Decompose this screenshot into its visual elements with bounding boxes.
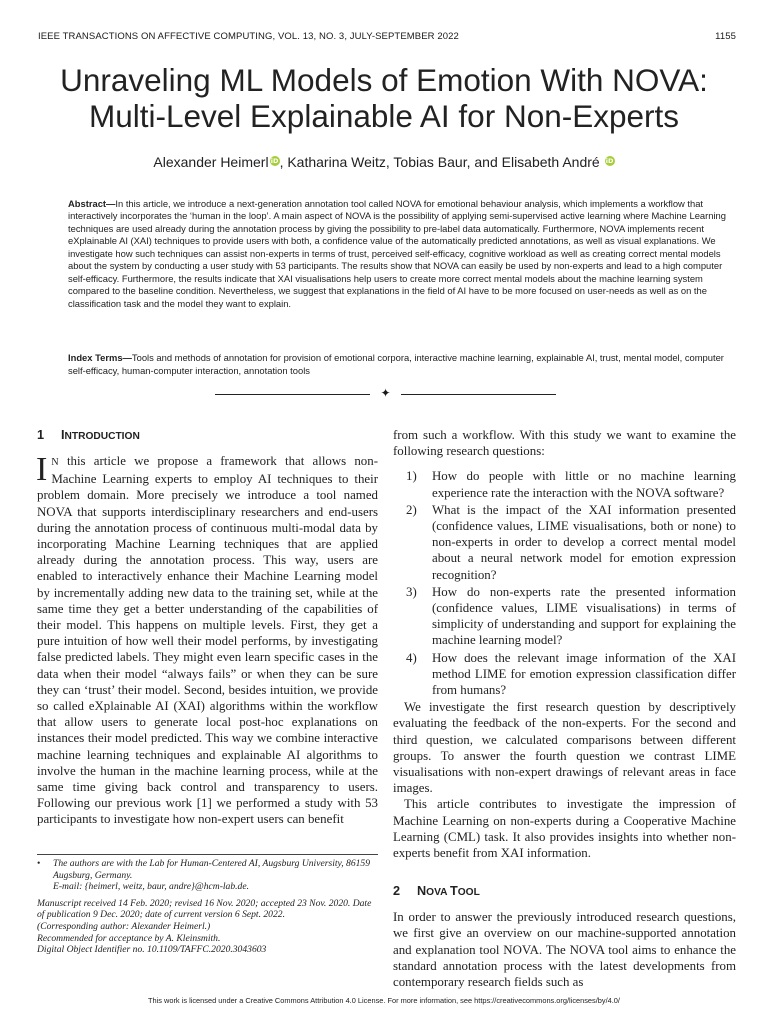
page-number: 1155 bbox=[715, 31, 736, 42]
license-notice: This work is licensed under a Creative Commons Attribution 4.0 License. For more information, see https://creativecommons.org/licenses/by/4.0/ bbox=[148, 996, 620, 1005]
continued-paragraph: from such a workflow. With this study we want to examine the following research questions: bbox=[393, 428, 736, 459]
title-line-1: Unraveling ML Models of Emotion With NOVA: bbox=[60, 62, 708, 98]
author-names: , Katharina Weitz, Tobias Baur, and Elisabeth André bbox=[279, 154, 600, 170]
index-terms-label: Index Terms— bbox=[68, 352, 132, 363]
divider-line bbox=[215, 394, 370, 395]
section-number: 2 bbox=[393, 884, 401, 899]
divider-star-icon: ✦ bbox=[380, 386, 391, 400]
divider-line bbox=[401, 394, 556, 395]
section-divider bbox=[215, 388, 556, 400]
abstract-label: Abstract— bbox=[68, 198, 116, 209]
manuscript-info: Manuscript received 14 Feb. 2020; revised 16 Nov. 2020; accepted 23 Nov. 2020. Date of publication 9 Dec. 2020; date of current version 6 Sept. 2022. (Corresponding author: Alexander Heimerl.) Recommended for acceptance by A. Kleinsmith. Digital Object Identifier no. 10.1109/TAFFC.2020.3043603 bbox=[37, 897, 372, 956]
paragraph: This article contributes to investigate the impression of Machine Learning on non-experts during a Cooperative Machine Learning (CML) task. It also provides insights into whether non-experts benefit from XAI information. bbox=[393, 797, 736, 861]
author-list bbox=[20, 154, 748, 170]
left-column bbox=[37, 427, 378, 828]
list-item: 2) What is the impact of the XAI information presented (confidence values, LIME visualisations, both or none) to non-experts in order to develop a correct mental model about a neural network model for emotion expression recognition? bbox=[406, 502, 736, 582]
orcid-icon[interactable]: iD bbox=[270, 157, 279, 165]
orcid-icon[interactable]: iD bbox=[605, 157, 614, 165]
journal-name: IEEE TRANSACTIONS ON AFFECTIVE COMPUTING, VOL. 13, NO. 3, JULY-SEPTEMBER 2022 bbox=[38, 31, 459, 42]
abstract bbox=[68, 198, 736, 310]
footnotes bbox=[37, 858, 378, 956]
index-terms-text: Tools and methods of annotation for provision of emotional corpora, interactive machine learning, explainable AI, trust, mental model, computer self-efficacy, human-computer interaction, annotation tools bbox=[68, 352, 724, 376]
list-item: 4) How does the relevant image information of the XAI method LIME for emotion expression classification differ from humans? bbox=[406, 650, 736, 698]
section-number: 1 bbox=[37, 428, 45, 442]
paragraph: In order to answer the previously introduced research questions, we first give an overview on our machine-supported annotation and explanation tool NOVA. The NOVA tool aims to enhance the standard annotation process with the latest developments from contemporary research fields such as bbox=[393, 910, 736, 990]
drop-cap: I bbox=[36, 451, 48, 488]
bullet-icon: • bbox=[37, 858, 41, 869]
research-questions-list bbox=[393, 468, 736, 698]
author-name: Alexander Heimerl bbox=[153, 154, 269, 170]
section-heading-nova-tool: 2 NOVA TOOL bbox=[393, 884, 480, 899]
right-column bbox=[393, 427, 736, 990]
list-item: 1) How do people with little or no machine learning experience rate the interaction with the NOVA software? bbox=[406, 469, 736, 500]
paper-title bbox=[20, 62, 748, 134]
abstract-text: In this article, we introduce a next-generation annotation tool called NOVA for emotional behaviour analysis, which implements a workflow that interactively incorporates the ‘human in the loop’. A main aspect of NOVA is the possibility of applying semi-supervised active learning where Machine Learning techniques are used already during the annotation process by giving the possibility to pre-label data automatically. Furthermore, NOVA implements recent eXplainable AI (XAI) techniques to provide users with both, a confidence value of the automatically predicted annotations, as well as visual explanations. We investigate how such techniques can assist non-experts in terms of trust, perceived self-efficacy, cognitive workload as well as creating correct mental models about the system by conducting a user study with 53 participants. The results show that NOVA can easily be used by non-experts and lead to a high computer self-efficacy. Furthermore, the results indicate that XAI visualisations help users to create more correct mental models about the machine learning system compared to the baseline condition. Nevertheless, we suggest that explanations in the field of AI have to be more focused on user-needs as well as on the classification task and the model they want to explain. bbox=[68, 198, 726, 309]
list-item: 3) How do non-experts rate the presented information (confidence values, LIME visualisations) in terms of simplicity of understanding and support for explaining the machine learning model? bbox=[406, 584, 736, 648]
paragraph: We investigate the first research question by descriptively evaluating the feedback of the non-experts. For the second and third question, we calculated comparisons between different groups. To answer the fourth question we contrast LIME visualisations with non-expert drawings of relevant areas in face images. bbox=[393, 700, 736, 796]
title-line-2: Multi-Level Explainable AI for Non-Experts bbox=[88, 98, 680, 134]
index-terms bbox=[68, 352, 736, 377]
section-heading-introduction: 1 INTRODUCTION bbox=[37, 428, 140, 442]
affiliation-note: • The authors are with the Lab for Human-Centered AI, Augsburg University, 86159 Augsburg, Germany. E-mail: {heimerl, weitz, baur, andre}@hcm-lab.de. bbox=[37, 858, 371, 893]
intro-paragraph: I N this article we propose a framework that allows non-Machine Learning experts to employ AI techniques to their problem domain. More precisely we introduce a tool named NOVA that supports interdisciplinary researchers and end-users during the annotation process of continuous multi-modal data by incorporating Machine Learning techniques that are applied already during the annotation process. This way, users are enabled to interactively enhance their Machine Learning model by incrementally adding new data to the training set, while at the same time they get a better understanding of the capabilities of their model. This happens on multiple levels. First, they get a pure intuition of how well their model performs, by investigating false predicted labels. They might even learn specific cases in the data when their model “always fails” or when they can be sure they can ‘trust’ their model. Second, besides intuition, we provide so called eXplainable AI (XAI) algorithms within the workflow that allow users to generate local post-hoc explanations on instances their model predicted. This way we combine interactive machine learning techniques and explainable AI algorithms to involve the human in the machine learning process, while at the same time giving back control and transparency to users. Following our previous work [1] we performed a study with 53 participants to investigate how non-expert users can benefit bbox=[36, 451, 378, 827]
